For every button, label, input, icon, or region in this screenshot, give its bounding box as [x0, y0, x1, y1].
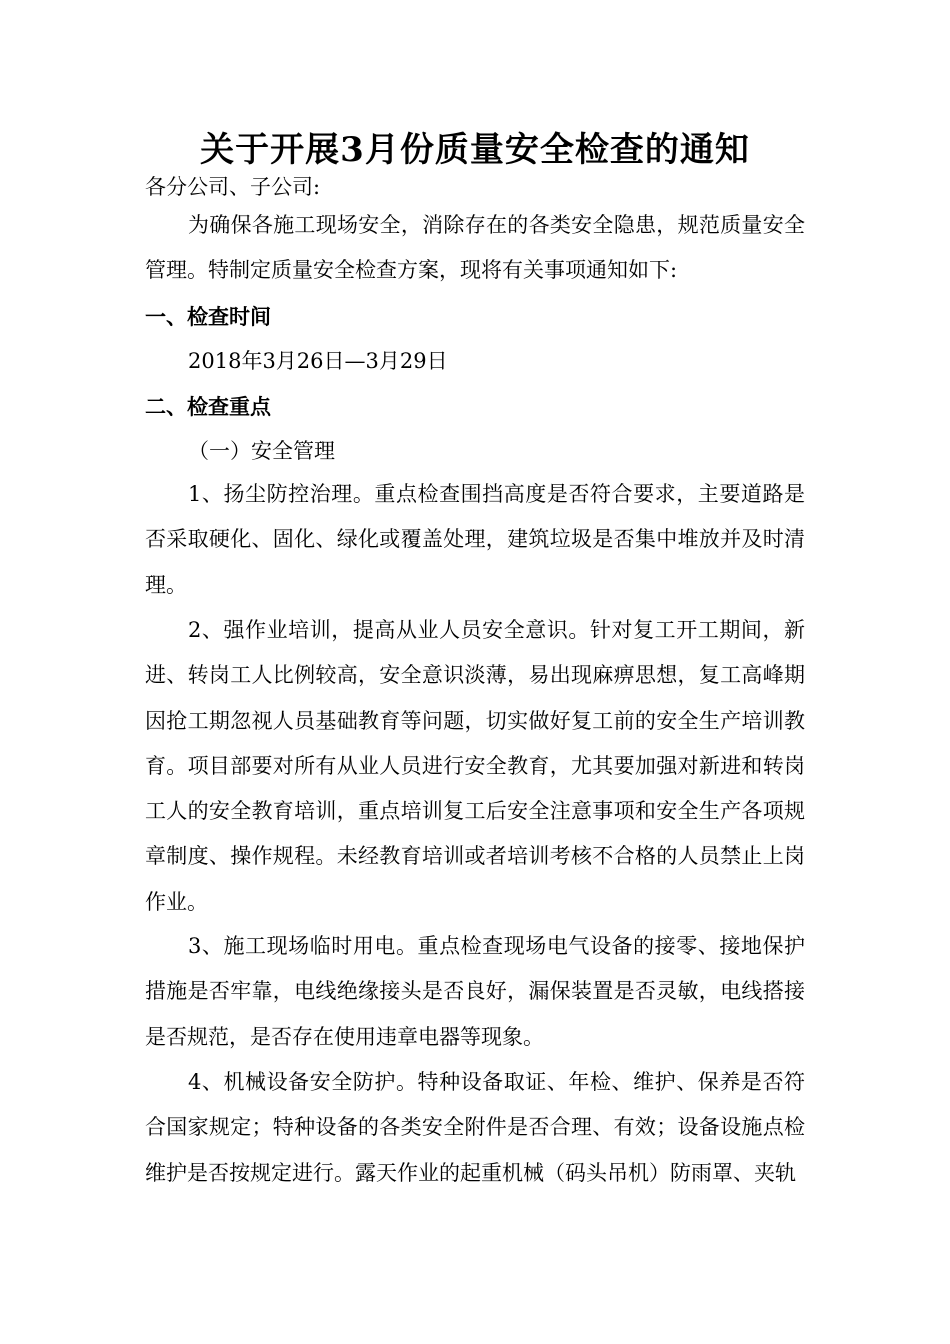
item-electricity: 3、施工现场临时用电。重点检查现场电气设备的接零、接地保护措施是否牢靠，电线绝缘接头是否良好，漏保装置是否灵敏，电线搭接是否规范，是否存在使用违章电器等现象。 — [145, 934, 805, 1049]
item-dust-control: 1、扬尘防控治理。重点检查围挡高度是否符合要求，主要道路是否采取硬化、固化、绿化或覆盖处理，建筑垃圾是否集中堆放并及时清理。 — [145, 482, 805, 597]
section-heading-focus: 二、检查重点 — [145, 394, 271, 419]
document-title: 关于开展3月份质量安全检查的通知 — [200, 130, 750, 170]
item-training: 2、强作业培训，提高从业人员安全意识。针对复工开工期间，新进、转岗工人比例较高，安全意识淡薄，易出现麻痹思想，复工高峰期因抢工期忽视人员基础教育等问题，切实做好复工前的安全生产培训教育。项目部要对所有从业人员进行安全教育，尤其要加强对新进和转岗工人的安全教育培训，重点培训复工后安全注意事项和安全生产各项规章制度、操作规程。未经教育培训或者培训考核不合格的人员禁止上岗作业。 — [145, 618, 805, 914]
intro-paragraph: 为确保各施工现场安全，消除存在的各类安全隐患，规范质量安全管理。特制定质量安全检查方案，现将有关事项通知如下: — [145, 213, 805, 283]
inspection-date: 2018年3月26日—3月29日 — [188, 349, 448, 373]
subheading-safety-management: （一）安全管理 — [188, 439, 335, 463]
item-machinery: 4、机械设备安全防护。特种设备取证、年检、维护、保养是否符合国家规定；特种设备的各类安全附件是否合理、有效；设备设施点检维护是否按规定进行。露天作业的起重机械（码头吊机）防雨罩、夹轨 — [145, 1070, 805, 1185]
section-heading-time: 一、检查时间 — [145, 304, 271, 329]
salutation: 各分公司、子公司: — [145, 175, 321, 199]
